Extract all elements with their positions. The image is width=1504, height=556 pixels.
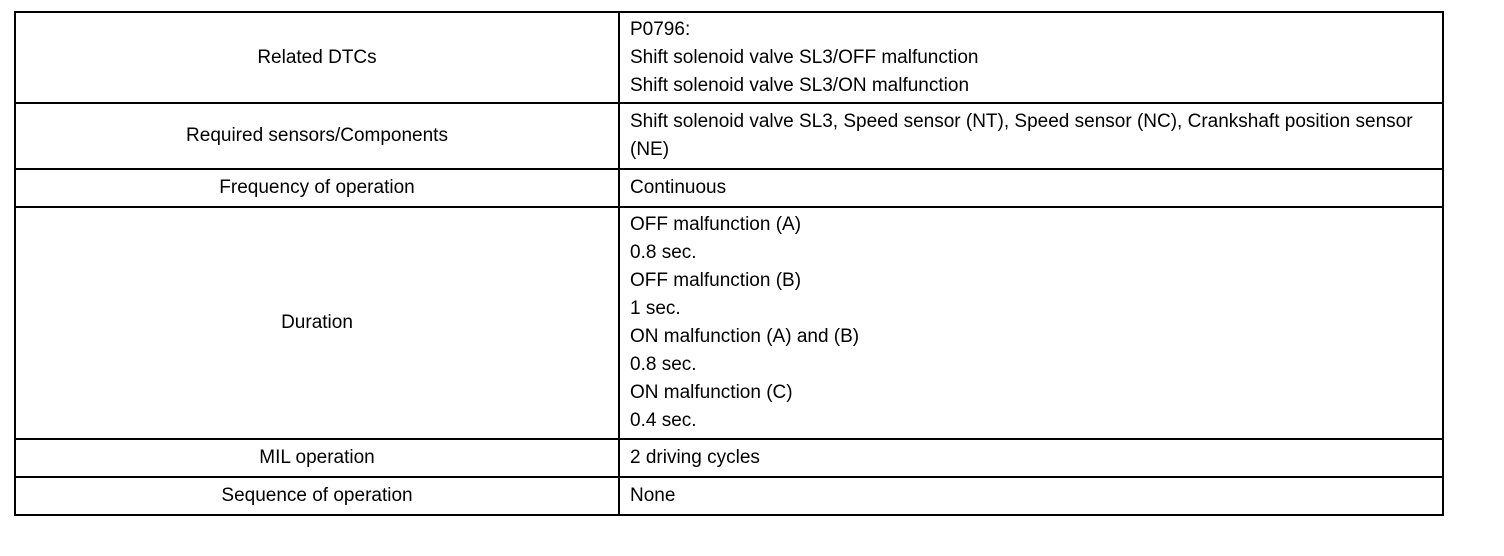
duration-line: ON malfunction (A) and (B) bbox=[630, 326, 860, 347]
duration-line: ON malfunction (C) bbox=[630, 382, 793, 403]
value-cell: 2 driving cycles bbox=[619, 439, 1443, 477]
table-row-mil-operation bbox=[15, 439, 1443, 477]
sensors-text: Shift solenoid valve SL3, Speed sensor (NT), Speed sensor (NC), Crankshaft position sensor (NE) bbox=[630, 111, 1413, 160]
label-cell: Related DTCs bbox=[15, 12, 619, 103]
table-row-frequency bbox=[15, 169, 1443, 207]
duration-line: 0.8 sec. bbox=[630, 354, 697, 375]
value-cell bbox=[619, 207, 1443, 439]
table-row-required-sensors bbox=[15, 103, 1443, 169]
duration-line: 1 sec. bbox=[630, 298, 681, 319]
label-cell: Frequency of operation bbox=[15, 169, 619, 207]
label-cell: Sequence of operation bbox=[15, 477, 619, 515]
table-row-sequence bbox=[15, 477, 1443, 515]
value-cell bbox=[619, 103, 1443, 169]
dtc-description: Shift solenoid valve SL3/OFF malfunction bbox=[630, 46, 979, 68]
dtc-description: Shift solenoid valve SL3/ON malfunction bbox=[630, 74, 970, 96]
table-row-related-dtcs bbox=[15, 12, 1443, 103]
label-cell: MIL operation bbox=[15, 439, 619, 477]
value-cell: Continuous bbox=[619, 169, 1443, 207]
dtc-code: P0796: bbox=[630, 18, 691, 40]
table-row-duration bbox=[15, 207, 1443, 439]
label-cell: Duration bbox=[15, 207, 619, 439]
label-cell: Required sensors/Components bbox=[15, 103, 619, 169]
duration-line: 0.8 sec. bbox=[630, 242, 697, 263]
value-cell bbox=[619, 12, 1443, 103]
duration-line: OFF malfunction (B) bbox=[630, 270, 802, 291]
duration-line: OFF malfunction (A) bbox=[630, 214, 802, 235]
monitor-spec-table bbox=[14, 11, 1444, 516]
value-cell: None bbox=[619, 477, 1443, 515]
duration-line: 0.4 sec. bbox=[630, 410, 697, 431]
